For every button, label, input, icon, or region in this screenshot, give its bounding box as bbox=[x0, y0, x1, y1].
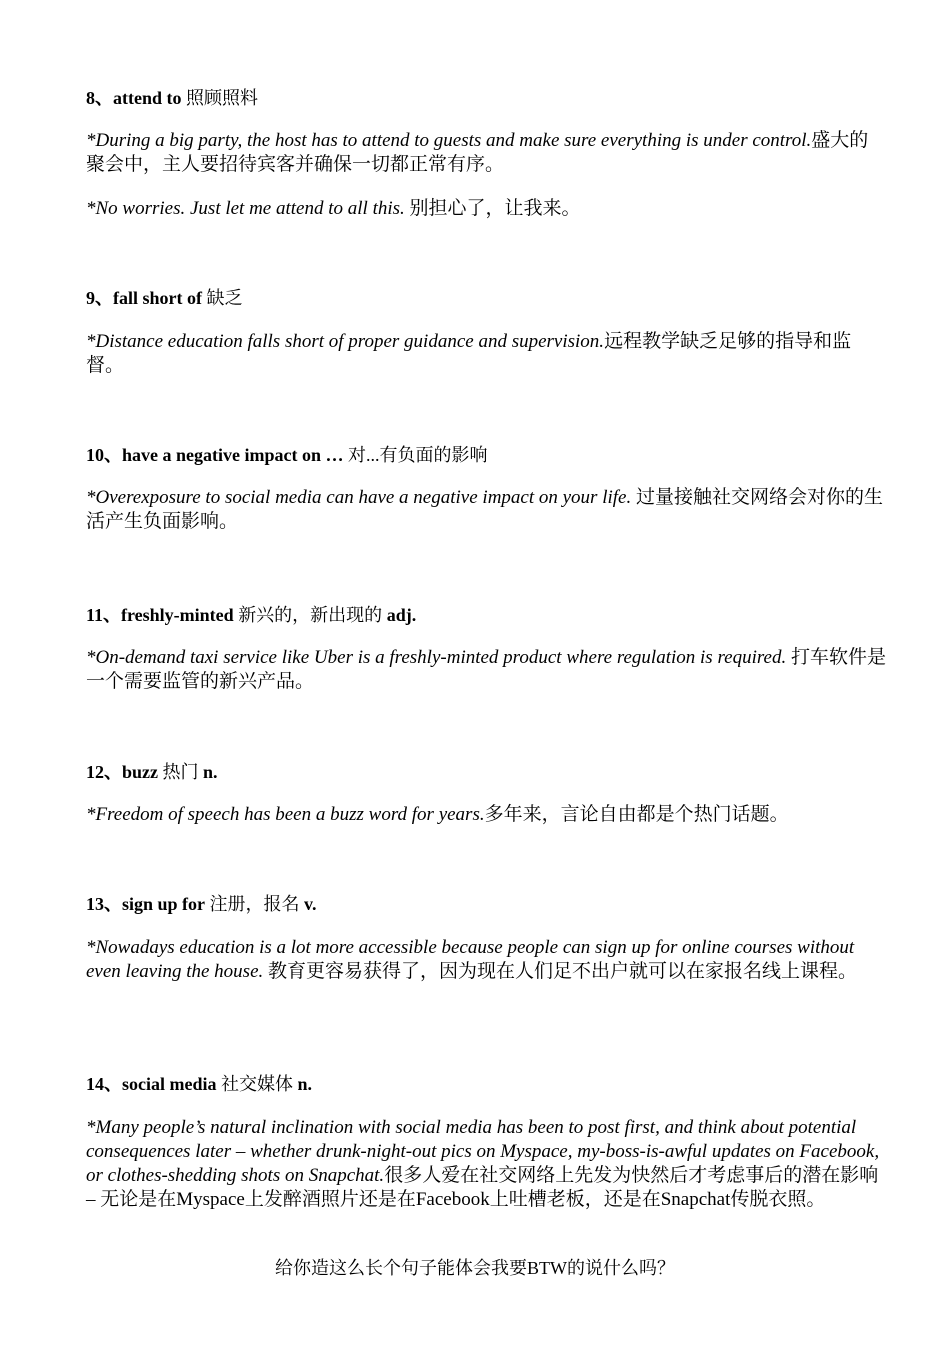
entry-meaning: 热门 bbox=[158, 762, 203, 782]
entry-meaning: 照顾照料 bbox=[181, 88, 258, 108]
example-english: *On-demand taxi service like Uber is a freshly-minted product where regulation is required. bbox=[86, 647, 787, 668]
example-chinese: 很多人爱在社交网络上先发为快然后才考虑事后的潜在影响 – 无论是在Myspace上发醉酒照片还是在Facebook上吐槽老板，还是在Snapchat传脱衣照。 bbox=[86, 1165, 879, 1210]
entry-part-of-speech: n. bbox=[297, 1074, 313, 1094]
entry-phrase: attend to bbox=[113, 88, 182, 108]
example-english: *Freedom of speech has been a buzz word for years. bbox=[86, 804, 485, 825]
entry-phrase: freshly-minted bbox=[121, 605, 234, 625]
example-sentence bbox=[86, 129, 886, 177]
entry-part-of-speech: n. bbox=[203, 762, 218, 782]
example-sentence bbox=[86, 646, 886, 694]
example-chinese: 盛大的聚会中，主人要招待宾客并确保一切都正常有序。 bbox=[86, 130, 869, 175]
example-english: *No worries. Just let me attend to all this. bbox=[86, 198, 405, 219]
entry-number: 10、 bbox=[86, 445, 122, 465]
entry-phrase: social media bbox=[122, 1074, 217, 1094]
entry-heading bbox=[86, 443, 487, 467]
entry-heading bbox=[86, 603, 416, 627]
entry-number: 11、 bbox=[86, 605, 122, 625]
entry-phrase: buzz bbox=[122, 762, 158, 782]
entry-part-of-speech: adj. bbox=[386, 605, 417, 625]
example-english: *Overexposure to social media can have a negative impact on your life. bbox=[86, 487, 632, 508]
example-sentence bbox=[86, 197, 886, 221]
example-chinese: 过量接触社交网络会对你的生活产生负面影响。 bbox=[86, 487, 883, 532]
entry-number: 13、 bbox=[86, 894, 122, 914]
example-english: *Nowadays education is a lot more accessible because people can sign up for online courses without even leaving the house. bbox=[86, 937, 855, 982]
entry-meaning: 缺乏 bbox=[202, 288, 243, 308]
entry-meaning: 注册，报名 bbox=[205, 894, 305, 914]
entry-heading bbox=[86, 892, 317, 916]
example-sentence bbox=[86, 803, 886, 827]
entry-heading bbox=[86, 86, 258, 110]
entry-phrase: sign up for bbox=[122, 894, 206, 914]
example-english: *During a big party, the host has to attend to guests and make sure everything is under control. bbox=[86, 130, 812, 151]
entry-heading bbox=[86, 760, 218, 784]
example-english: *Many people’s natural inclination with social media has been to post first, and think about potential consequences later – whether drunk-night-out pics on Myspace, my-boss-is-awful updates on Facebook, or clothes-shedding shots on Snapchat. bbox=[86, 1117, 880, 1186]
entry-number: 8、 bbox=[86, 88, 113, 108]
example-chinese: 别担心了，让我来。 bbox=[404, 198, 581, 219]
entry-meaning: 新兴的，新出现的 bbox=[233, 605, 387, 625]
entry-number: 14、 bbox=[86, 1074, 122, 1094]
example-sentence bbox=[86, 1116, 886, 1212]
example-chinese: 远程教学缺乏足够的指导和监督。 bbox=[86, 331, 852, 376]
entry-number: 9、 bbox=[86, 288, 113, 308]
entry-heading bbox=[86, 1072, 312, 1096]
entry-meaning: 社交媒体 bbox=[216, 1074, 298, 1094]
example-sentence bbox=[86, 330, 886, 378]
example-chinese: 教育更容易获得了，因为现在人们足不出户就可以在家报名线上课程。 bbox=[263, 961, 858, 982]
closing-note: 给你造这么长个句子能体会我要BTW的说什么吗？ bbox=[275, 1258, 675, 1278]
example-sentence bbox=[86, 486, 886, 534]
example-chinese: 打车软件是一个需要监管的新兴产品。 bbox=[86, 647, 886, 692]
example-sentence bbox=[86, 936, 886, 984]
entry-phrase: have a negative impact on … bbox=[122, 445, 344, 465]
example-chinese: 多年来，言论自由都是个热门话题。 bbox=[484, 804, 789, 825]
entry-part-of-speech: v. bbox=[304, 894, 317, 914]
entry-phrase: fall short of bbox=[113, 288, 202, 308]
entry-heading bbox=[86, 286, 243, 310]
example-english: *Distance education falls short of proper guidance and supervision. bbox=[86, 331, 605, 352]
entry-meaning: 对...有负面的影响 bbox=[343, 445, 488, 465]
entry-number: 12、 bbox=[86, 762, 122, 782]
